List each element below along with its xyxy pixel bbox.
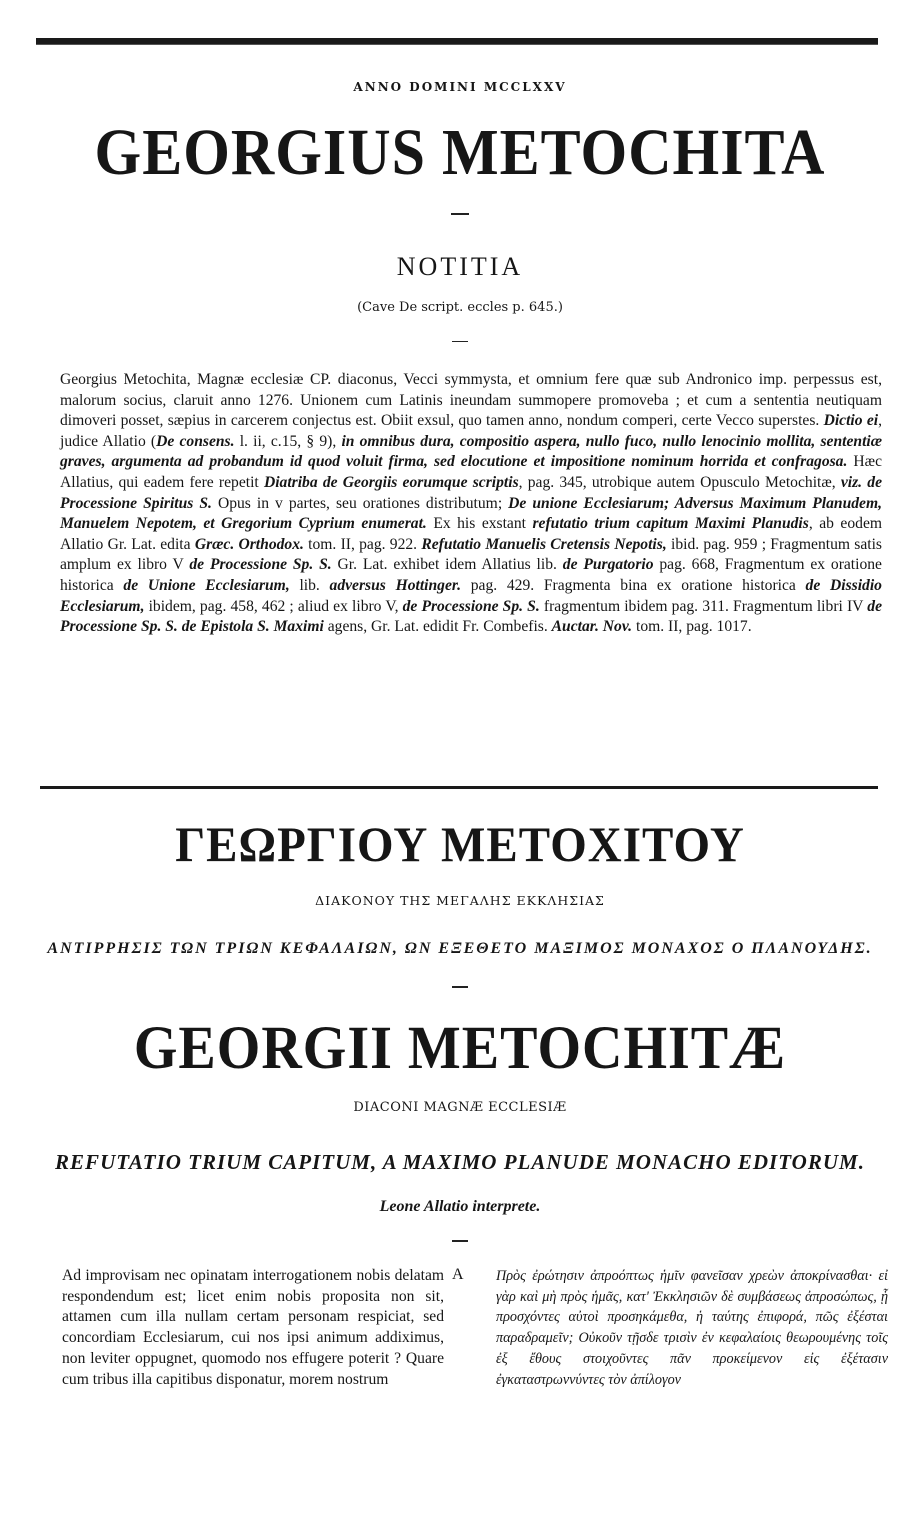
latin-subtitle: DIACONI MAGNÆ ECCLESIÆ <box>353 1100 567 1115</box>
latin-text-column: Ad improvisam nec opinatam interrogationem nobis delatam respondendum est; licet enim nobis proposita non sit, attamen cum illa nullam certam personam respiciat, sed concordiam Ecclesiarum, cui nos ipsi animum addiximus, non leviter oppugnet, quomodo nos effugere poterit ? Quare cum tribus illa capitibus disponatur, morem nostrum <box>62 1267 444 1388</box>
latin-work-title: REFUTATIO TRIUM CAPITUM, A MAXIMO PLANUDE MONACHO EDITORUM. <box>55 1150 865 1174</box>
greek-subtitle: ΔΙΑΚΟΝΟΥ ΤΗΣ ΜΕΓΑΛΗΣ ΕΚΚΛΗΣΙΑΣ <box>315 893 605 908</box>
section-rule <box>40 786 878 789</box>
notice-paragraph: Georgius Metochita, Magnæ ecclesiæ CP. diaconus, Vecci symmysta, et omnium fere quæ sub Andronico imp. perpessus est, malorum socius, claruit anno 1276. Unionem cum Latinis ineundam summopere promoveba ; et cum a sententia neutiquam dimoveri posset, sæpius in carcerem conjectus est. Obiit exsul, quo tamen anno, nondum comperi, certe Vecco superstes. Dictio ei, judice Allatio (De consens. l. ii, c.15, § 9), in omnibus dura, compositio aspera, nullo fuco, nullo lenocinio mollita, sententiæ graves, argumenta ad probandum id quod voluit firma, sed elocutione et impositione nominum horrida et confragosa. Hæc Allatius, qui eadem fere repetit Diatriba de Georgiis eorumque scriptis, pag. 345, utrobique autem Opusculo Metochitæ, viz. de Processione Spiritus S. Opus in v partes, seu orationes distributum; De unione Ecclesiarum; Adversus Maximum Planudem, Manuelem Nepotem, et Gregorium Cyprium enumerat. Ex his exstant refutatio trium capitum Maximi Planudis, ab eodem Allatio Gr. Lat. edita Græc. Orthodox. tom. II, pag. 922. Refutatio Manuelis Cretensis Nepotis, ibid. pag. 959 ; Fragmentum satis amplum ex libro V de Processione Sp. S. Gr. Lat. exhibet idem Allatius lib. de Purgatorio pag. 668, Fragmentum ex oratione historica de Unione Ecclesiarum, lib. adversus Hottinger. pag. 429. Fragmenta bina ex oratione historica de Dissidio Ecclesiarum, ibidem, pag. 458, 462 ; aliud ex libro V, de Processione Sp. S. fragmentum ibidem pag. 311. Fragmentum libri IV de Processione Sp. S. de Epistola S. Maximi agens, Gr. Lat. edidit Fr. Combefis. Auctar. Nov. tom. II, pag. 1017. <box>60 371 882 636</box>
greek-text-column: Πρὸς ἐρώτησιν ἀπροόπτως ἡμῖν φανεῖσαν χρεὼν ἀποκρίνασθαι· εἰ γὰρ καὶ μὴ πρὸς ἡμᾶς, κατ' Ἐκκλησιῶν δὲ συμβάσεως ἀπροσώπως, ᾗ προσχόντες αὐτοὶ προσηκάμεθα, ἡ ταύτης ἐπιφορά, πῶς ἐξέσται παραδραμεῖν; Οὐκοῦν τῇσδε τρισὶν ἐν κεφαλαίοις θεωρουμένης τοῖς ἐξ ἔθους στοιχοῦντες πᾶν προκείμενον εἰς ἐξέτασιν ἐγκαταστρωννύντες τὸν ἀπίλογον <box>496 1268 888 1388</box>
top-rule <box>36 38 878 45</box>
divider-dash <box>452 986 468 988</box>
main-title: GEORGIUS METOCHITA <box>94 115 826 189</box>
section-heading: NOTITIA <box>396 252 524 281</box>
divider-dash <box>452 341 468 342</box>
latin-title: GEORGII METOCHITÆ <box>133 1013 787 1083</box>
anno-domini-line: ANNO DOMINI MCCLXXV <box>353 80 567 94</box>
interpreter-line: Leone Allatio interprete. <box>379 1198 541 1215</box>
source-citation: (Cave De script. eccles p. 645.) <box>357 300 563 315</box>
divider-dash <box>451 213 469 215</box>
greek-work-title: ΑΝΤΙΡΡΗΣΙΣ ΤΩΝ ΤΡΙΩΝ ΚΕΦΑΛΑΙΩΝ, ΩΝ ΕΞΕΘΕΤΟ ΜΑΞΙΜΟΣ ΜΟΝΑΧΟΣ Ο ΠΛΑΝΟΥΔΗΣ. <box>47 940 873 957</box>
divider-dash <box>452 1240 468 1242</box>
margin-marker: A <box>452 1266 464 1283</box>
greek-title: ΓΕΩΡΓΙΟΥ ΜΕΤΟΧΙΤΟΥ <box>175 817 745 873</box>
